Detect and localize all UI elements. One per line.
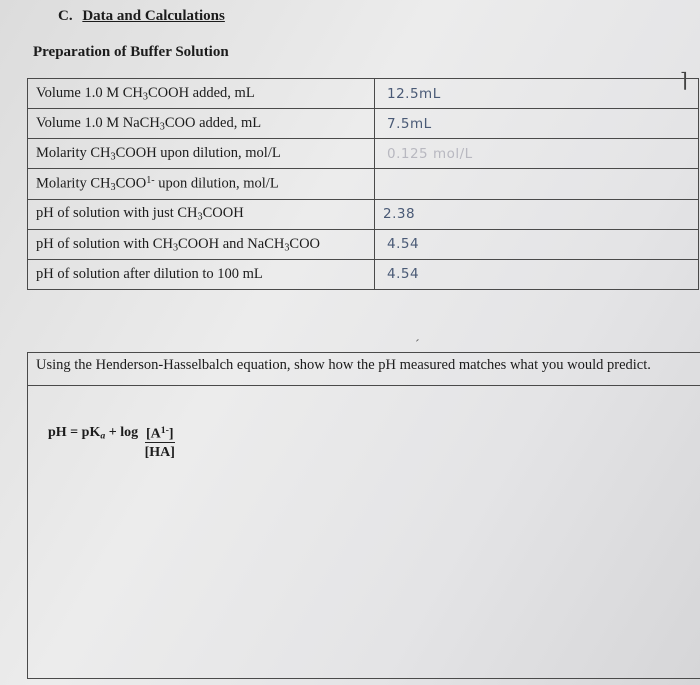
row-label: Molarity $CH_3COO^{1-}$ upon dilution, mol/L: [28, 169, 375, 199]
section-letter: C.: [58, 8, 73, 24]
row-value[interactable]: 4.54: [375, 259, 699, 289]
row-value[interactable]: 12.5mL: [375, 79, 699, 109]
row-label: Volume 1.0 M $CH_3COOH$ added, mL: [28, 79, 375, 109]
table-row: [28, 259, 699, 289]
table-row: [28, 139, 699, 169]
section-heading: [58, 8, 225, 25]
stray-pen-mark: ˊ: [415, 338, 420, 353]
question-text: Using the Henderson-Hasselbalch equation, show how the pH measured matches what you would predict.: [28, 353, 700, 386]
row-label: Volume 1.0 M NaCH$_3$COO added, mL: [28, 109, 375, 139]
question-box: [27, 352, 700, 679]
row-label: pH of solution after dilution to 100 mL: [28, 259, 375, 289]
log-fraction: $\frac{[A^{1-}]}{[HA]}$: [144, 425, 175, 461]
row-value[interactable]: 0.125 mol/L: [375, 139, 699, 169]
henderson-hasselbalch-formula: pH = $pK_a + \log$ $\frac{[A^{1-}]}{[HA]}$: [48, 425, 175, 461]
row-label: pH of solution with $CH_3COOH$ and NaCH$_3$COO: [28, 229, 375, 259]
row-value[interactable]: 2.38: [375, 199, 699, 229]
buffer-data-table: [27, 78, 699, 290]
table-row: [28, 199, 699, 229]
table-row: [28, 169, 699, 199]
row-value[interactable]: [375, 169, 699, 199]
row-value[interactable]: 4.54: [375, 229, 699, 259]
corner-pen-mark: ⌉: [680, 70, 688, 92]
table-row: [28, 229, 699, 259]
section-title: Data and Calculations: [82, 8, 225, 24]
row-label: Molarity $CH_3COOH$ upon dilution, mol/L: [28, 139, 375, 169]
table-row: [28, 79, 699, 109]
row-value[interactable]: 7.5mL: [375, 109, 699, 139]
row-label: pH of solution with just $CH_3COOH$: [28, 199, 375, 229]
subtitle: Preparation of Buffer Solution: [33, 44, 229, 60]
table-row: [28, 109, 699, 139]
